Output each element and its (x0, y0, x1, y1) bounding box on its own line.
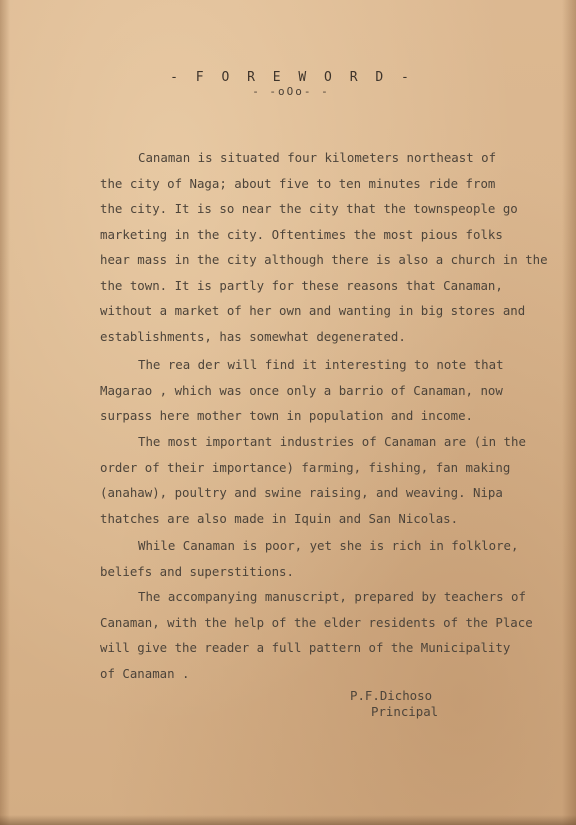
text-line: surpass here mother town in population and income. (100, 408, 473, 423)
text-line: beliefs and superstitions. (100, 563, 294, 579)
text-line: (anahaw), poultry and swine raising, and weaving. Nipa (100, 485, 503, 500)
text-line: of Canaman . (100, 665, 190, 681)
text-line: Canaman is situated four kilometers northeast of (138, 150, 497, 165)
paper-edge-left (0, 0, 10, 825)
text-line: establishments, has somewhat degenerated. (100, 328, 406, 344)
text-line: The rea der will find it interesting to note that (138, 357, 504, 372)
document-header (0, 70, 576, 98)
paragraph-2 (100, 352, 540, 429)
text-line: hear mass in the city although there is also a church in the (100, 252, 548, 267)
text-line: marketing in the city. Oftentimes the most pious folks (100, 226, 503, 242)
text-line: Magarao , which was once only a barrio of Canaman, now (100, 382, 503, 398)
text-line: Canaman, with the help of the elder residents of the Place (100, 614, 533, 630)
signature-name: P.F.Dichoso (350, 688, 433, 703)
document-title: - F O R E W O R D - (170, 70, 414, 85)
paragraph-3 (100, 429, 540, 531)
paper-edge-bottom (0, 815, 576, 825)
paragraph-5 (100, 584, 540, 686)
paragraph-4 (100, 533, 540, 584)
text-line: the city. It is so near the city that the townspeople go (100, 201, 518, 216)
text-line: order of their importance) farming, fishing, fan making (100, 459, 511, 475)
text-line: The accompanying manuscript, prepared by teachers of (138, 589, 526, 604)
signature-title: Principal (371, 704, 439, 719)
text-line: While Canaman is poor, yet she is rich in folklore, (138, 538, 519, 553)
paper-edge-right (562, 0, 576, 825)
text-line: the city of Naga; about five to ten minutes ride from (100, 175, 496, 191)
document-subtitle: - -oOo- - (252, 85, 330, 98)
text-line: without a market of her own and wanting in big stores and (100, 303, 526, 318)
text-line: the town. It is partly for these reasons that Canaman, (100, 277, 503, 293)
text-line: will give the reader a full pattern of the Municipality (100, 640, 511, 655)
text-line: The most important industries of Canaman are (in the (138, 434, 526, 449)
signature-block (350, 688, 438, 720)
paragraph-1 (100, 145, 548, 349)
text-line: thatches are also made in Iquin and San Nicolas. (100, 510, 459, 526)
